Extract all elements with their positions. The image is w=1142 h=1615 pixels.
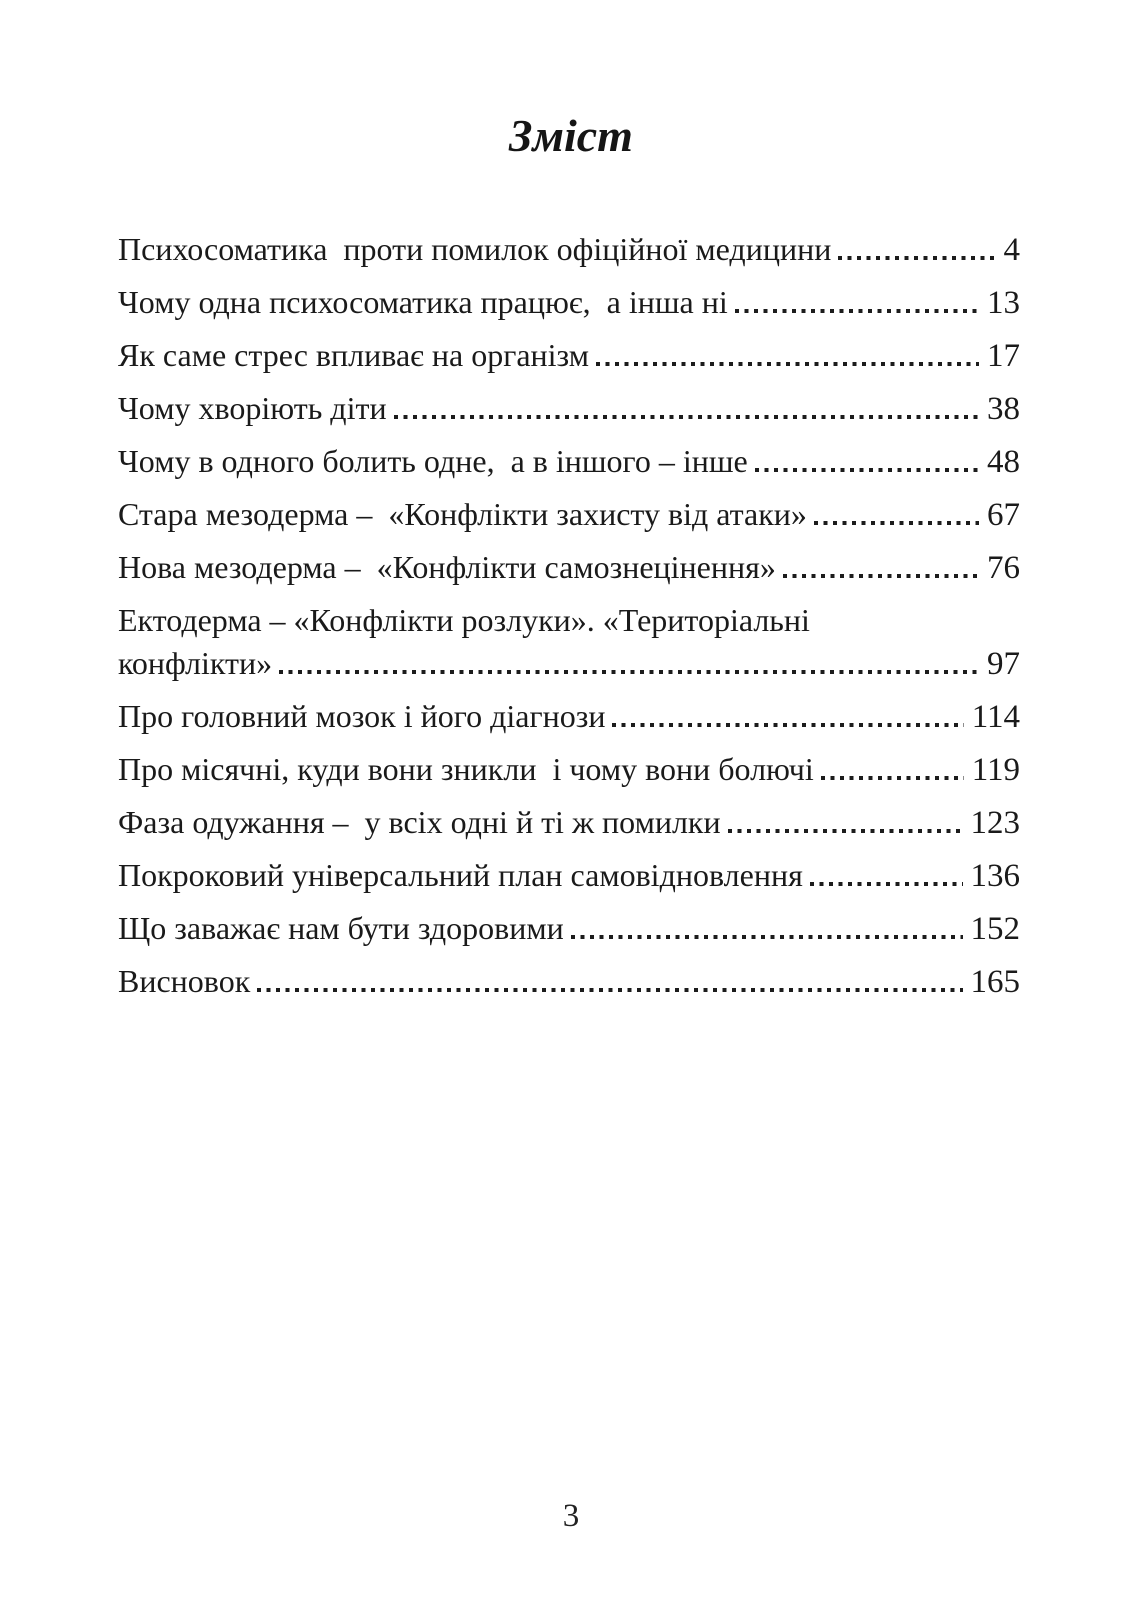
toc-entry-page-number: 38 — [987, 391, 1020, 427]
dot-leader — [814, 521, 979, 525]
dot-leader — [728, 829, 963, 833]
toc-entry-page-number: 123 — [970, 805, 1020, 841]
page-title: Зміст — [509, 110, 633, 161]
toc-entry-line — [118, 642, 1020, 686]
toc-entry-title: Про головний мозок і його діагнози — [118, 698, 606, 734]
toc-entry-line — [118, 801, 1020, 845]
toc-entry-page-number: 136 — [970, 858, 1020, 894]
toc-entry-line — [118, 334, 1020, 378]
toc-entry-title: Про місячні, куди вони зникли і чому вони болючі — [118, 751, 814, 787]
toc-entry-line — [118, 493, 1020, 537]
toc-entry-title: конфлікти» — [118, 645, 273, 681]
toc-entry-line — [118, 599, 1020, 642]
toc-entry-title: Чому в одного болить одне, а в іншого – інше — [118, 443, 748, 479]
toc-entry — [118, 960, 1020, 1004]
dot-leader — [755, 468, 979, 472]
toc-entry-title: Стара мезодерма – «Конфлікти захисту від атаки» — [118, 496, 807, 532]
toc-entry-page-number: 76 — [987, 550, 1020, 586]
dot-leader — [810, 882, 963, 886]
dot-leader — [571, 935, 963, 939]
toc-entry-line — [118, 695, 1020, 739]
toc-entry-line — [118, 907, 1020, 951]
toc-entry-title: Що заважає нам бути здоровими — [118, 910, 564, 946]
toc-entry — [118, 748, 1020, 792]
toc-entry — [118, 854, 1020, 898]
toc-entry-page-number: 13 — [987, 285, 1020, 321]
dot-leader — [596, 362, 979, 366]
toc-entry — [118, 387, 1020, 431]
dot-leader — [838, 256, 995, 260]
toc-entry-line — [118, 748, 1020, 792]
toc-entry-title: Висновок — [118, 963, 251, 999]
toc-entry-page-number: 152 — [970, 911, 1020, 947]
dot-leader — [257, 988, 962, 992]
toc-entry-page-number: 4 — [1003, 232, 1020, 268]
toc-entry-title: Фаза одужання – у всіх одні й ті ж помилки — [118, 804, 721, 840]
toc-entry-line — [118, 546, 1020, 590]
toc-entry-page-number: 17 — [987, 338, 1020, 374]
toc-entry-page-number: 119 — [971, 752, 1020, 788]
toc-entry-page-number: 97 — [987, 646, 1020, 682]
toc-entry-page-number: 165 — [970, 964, 1020, 1000]
page-number: 3 — [562, 1498, 580, 1534]
toc-entry — [118, 907, 1020, 951]
dot-leader — [394, 415, 979, 419]
toc-entry — [118, 546, 1020, 590]
toc-entry-page-number: 67 — [987, 497, 1020, 533]
toc-entry-page-number: 48 — [987, 444, 1020, 480]
toc-entry-title: Психосоматика проти помилок офіційної медицини — [118, 231, 832, 267]
toc-entry — [118, 334, 1020, 378]
toc-entry-line — [118, 228, 1020, 272]
dot-leader — [735, 309, 979, 313]
toc-entry-title: Чому хворіють діти — [118, 390, 387, 426]
toc-entry-line — [118, 281, 1020, 325]
toc-entry-title: Покроковий універсальний план самовідновлення — [118, 857, 803, 893]
toc-list — [118, 228, 1020, 1013]
dot-leader — [279, 670, 979, 674]
toc-entry — [118, 493, 1020, 537]
toc-entry-page-number: 114 — [971, 699, 1020, 735]
toc-entry-title: Ектодерма – «Конфлікти розлуки». «Територіальні — [118, 602, 810, 638]
toc-entry — [118, 599, 1020, 686]
toc-entry-line — [118, 440, 1020, 484]
toc-entry — [118, 228, 1020, 272]
toc-entry-line — [118, 387, 1020, 431]
toc-entry — [118, 281, 1020, 325]
toc-entry — [118, 440, 1020, 484]
toc-entry-line — [118, 854, 1020, 898]
toc-entry-line — [118, 960, 1020, 1004]
toc-entry-title: Нова мезодерма – «Конфлікти самознецінення» — [118, 549, 776, 585]
dot-leader — [821, 776, 964, 780]
dot-leader — [783, 574, 979, 578]
toc-entry-title: Як саме стрес впливає на організм — [118, 337, 589, 373]
toc-entry-title: Чому одна психосоматика працює, а інша ні — [118, 284, 728, 320]
toc-entry — [118, 695, 1020, 739]
dot-leader — [612, 723, 963, 727]
toc-entry — [118, 801, 1020, 845]
